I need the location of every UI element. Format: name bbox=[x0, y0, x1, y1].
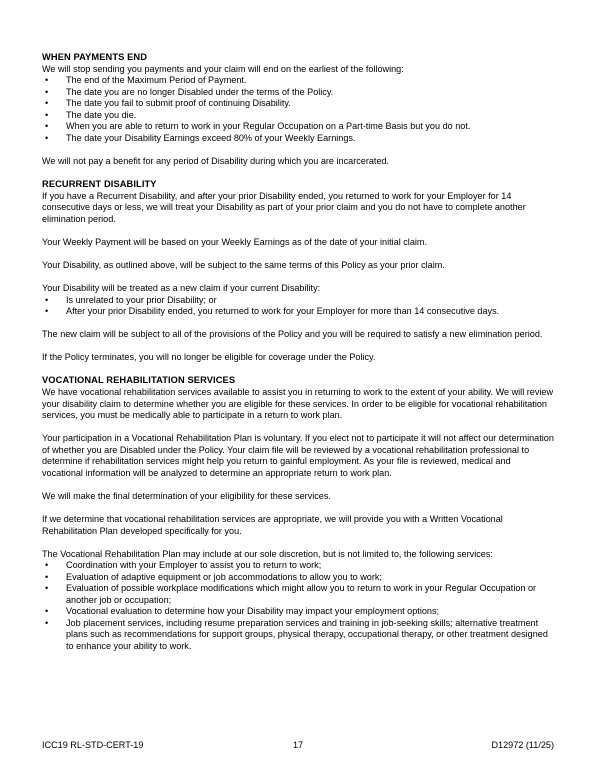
spacer bbox=[42, 502, 554, 514]
section-heading-recurrent-disability: RECURRENT DISABILITY bbox=[42, 179, 157, 190]
spacer bbox=[42, 479, 554, 491]
spacer bbox=[42, 537, 554, 549]
vocational-rehabilitation-para-4: If we determine that vocational rehabilitation services are appropriate, we will provide you with a Written Vocational Rehabilitation Plan developed specifically for you. bbox=[42, 514, 503, 536]
recurrent-disability-para-2: Your Weekly Payment will be based on your Weekly Earnings as of the date of your initial claim. bbox=[42, 236, 427, 247]
spacer bbox=[42, 341, 554, 353]
spacer bbox=[42, 248, 554, 260]
vocational-rehabilitation-bullet-list bbox=[42, 560, 554, 652]
spacer bbox=[42, 168, 554, 180]
vocational-rehabilitation-para-3: We will make the final determination of your eligibility for these services. bbox=[42, 490, 331, 501]
footer-document-code: D12972 (11/25) bbox=[491, 740, 554, 750]
vocational-rehabilitation-para-5: The Vocational Rehabilitation Plan may include at our sole discretion, but is not limited to, the following services: bbox=[42, 548, 493, 559]
list-item-text: The end of the Maximum Period of Payment. bbox=[66, 75, 247, 86]
when-payments-end-intro: We will stop sending you payments and your claim will end on the earliest of the following: bbox=[42, 63, 404, 74]
bullet-icon: • bbox=[45, 75, 49, 86]
list-item bbox=[42, 618, 554, 653]
list-item bbox=[42, 606, 554, 618]
bullet-icon: • bbox=[45, 560, 49, 571]
list-item bbox=[42, 583, 554, 606]
list-item-text: Vocational evaluation to determine how your Disability may impact your employment options; bbox=[66, 606, 440, 617]
bullet-icon: • bbox=[45, 583, 49, 594]
spacer bbox=[42, 225, 554, 237]
recurrent-disability-para-5: The new claim will be subject to all of the provisions of the Policy and you will be required to satisfy a new elimination period. bbox=[42, 329, 543, 340]
list-item bbox=[42, 295, 554, 307]
page-footer bbox=[42, 740, 554, 752]
list-item-text: The date you die. bbox=[66, 109, 137, 120]
bullet-icon: • bbox=[45, 606, 49, 617]
bullet-icon: • bbox=[45, 132, 49, 143]
vocational-rehabilitation-para-1: We have vocational rehabilitation services available to assist you in returning to work to the extent of your ability. We will review your disability claim to determine whether you are eligible for these services. In order to be eligible for vocational rehabilitation services, you must be medically able to participate in a return to work plan. bbox=[42, 387, 554, 421]
when-payments-end-closing: We will not pay a benefit for any period of Disability during which you are incarcerated. bbox=[42, 155, 390, 166]
vocational-rehabilitation-para-2: Your participation in a Vocational Rehabilitation Plan is voluntary. If you elect not to participate it will not affect our determination of whether you are Disabled under the Policy. Your claim file will be reviewed by a vocational rehabilitation professional to determine if rehabilitation services might help you return to gainful employment. As your file is reviewed, medical and vocational information will be analyzed to determine an appropriate return to work plan. bbox=[42, 433, 554, 478]
spacer bbox=[42, 364, 554, 376]
recurrent-disability-bullet-list bbox=[42, 295, 554, 318]
bullet-icon: • bbox=[45, 294, 49, 305]
bullet-icon: • bbox=[45, 617, 49, 628]
bullet-icon: • bbox=[45, 571, 49, 582]
bullet-icon: • bbox=[45, 306, 49, 317]
list-item-text: Evaluation of adaptive equipment or job accommodations to allow you to work; bbox=[66, 571, 382, 582]
list-item bbox=[42, 75, 554, 87]
list-item bbox=[42, 306, 554, 318]
list-item bbox=[42, 572, 554, 584]
list-item-text: The date you are no longer Disabled under the terms of the Policy. bbox=[66, 86, 334, 97]
list-item-text: After your prior Disability ended, you returned to work for your Employer for more than 14 consecutive days. bbox=[66, 306, 500, 317]
list-item bbox=[42, 121, 554, 133]
recurrent-disability-para-1: If you have a Recurrent Disability, and after your prior Disability ended, you returned to work for your Employer for 14 consecutive days or less, we will treat your Disability as part of your prior claim and you do not have to complete another elimination period. bbox=[42, 190, 526, 224]
footer-page-number: 17 bbox=[292, 740, 304, 750]
list-item-text: When you are able to return to work in your Regular Occupation on a Part-time Basis but you do not. bbox=[66, 121, 471, 132]
bullet-icon: • bbox=[45, 109, 49, 120]
list-item bbox=[42, 560, 554, 572]
recurrent-disability-para-4: Your Disability will be treated as a new claim if your current Disability: bbox=[42, 283, 321, 294]
spacer bbox=[42, 318, 554, 330]
list-item bbox=[42, 133, 554, 145]
when-payments-end-bullet-list bbox=[42, 75, 554, 144]
bullet-icon: • bbox=[45, 121, 49, 132]
section-heading-when-payments-end: WHEN PAYMENTS END bbox=[42, 52, 148, 62]
page-content bbox=[42, 52, 554, 653]
recurrent-disability-para-3: Your Disability, as outlined above, will be subject to the same terms of this Policy as your prior claim. bbox=[42, 259, 445, 270]
recurrent-disability-para-6: If the Policy terminates, you will no longer be eligible for coverage under the Policy. bbox=[42, 352, 376, 363]
spacer bbox=[42, 144, 554, 156]
list-item-text: Is unrelated to your prior Disability; or bbox=[66, 294, 217, 305]
bullet-icon: • bbox=[45, 98, 49, 109]
spacer bbox=[42, 271, 554, 283]
spacer bbox=[42, 422, 554, 434]
list-item-text: Coordination with your Employer to assist you to return to work; bbox=[66, 560, 322, 571]
section-heading-vocational-rehabilitation-services: VOCATIONAL REHABILITATION SERVICES bbox=[42, 375, 236, 386]
bullet-icon: • bbox=[45, 86, 49, 97]
list-item bbox=[42, 98, 554, 110]
list-item-text: The date your Disability Earnings exceed 80% of your Weekly Earnings. bbox=[66, 132, 356, 143]
list-item-text: Evaluation of possible workplace modifications which might allow you to return to work in your Regular Occupation or another job or occupation; bbox=[66, 583, 537, 605]
list-item-text: The date you fail to submit proof of continuing Disability. bbox=[66, 98, 291, 109]
list-item bbox=[42, 87, 554, 99]
footer-form-number: ICC19 RL-STD-CERT-19 bbox=[42, 740, 144, 750]
list-item bbox=[42, 110, 554, 122]
list-item-text: Job placement services, including resume preparation services and training in job-seeking skills; alternative treatment plans such as recommendations for support groups, physical therapy, occupational therapy, or other treatment designed to enhance your ability to work. bbox=[66, 617, 548, 652]
